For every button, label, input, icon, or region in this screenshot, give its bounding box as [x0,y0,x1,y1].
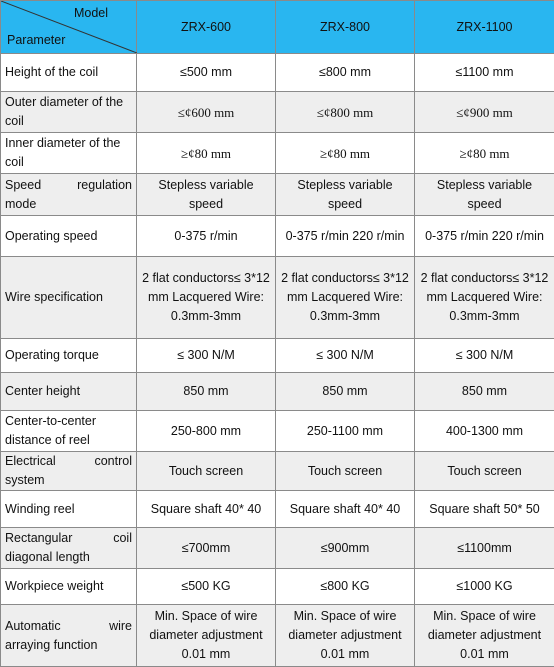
param-cell: Winding reel [1,491,137,528]
value-cell: 0-375 r/min 220 r/min [276,216,415,257]
param-cell: Center height [1,373,137,411]
table-row [1,569,554,605]
value-cell: Stepless variable speed [276,174,415,216]
param-cell: Speed regulation mode [1,174,137,216]
model-zrx-1100: ZRX-1100 [415,1,554,54]
param-cell: Operating torque [1,339,137,373]
param-cell: Height of the coil [1,54,137,92]
value-cell: 400-1300 mm [415,411,554,452]
value-cell: ≤1100mm [415,528,554,569]
value-cell: Stepless variable speed [137,174,276,216]
value-cell: 850 mm [276,373,415,411]
table-row [1,216,554,257]
value-cell: 2 flat conductors≤ 3*12 mm Lacquered Wire: 0.3mm-3mm [415,257,554,339]
param-cell: Rectangular coil diagonal length [1,528,137,569]
value-cell: ≤500 KG [137,569,276,605]
value-cell: 850 mm [137,373,276,411]
table-row [1,452,554,491]
model-zrx-800: ZRX-800 [276,1,415,54]
value-cell: ≤800 mm [276,54,415,92]
table-row [1,605,554,667]
model-label: Model [74,4,108,23]
value-cell: Square shaft 40* 40 [137,491,276,528]
value-cell: Touch screen [415,452,554,491]
value-cell: 0-375 r/min [137,216,276,257]
parameter-label: Parameter [7,31,65,50]
table-row [1,54,554,92]
table-row [1,174,554,216]
param-cell: Center-to-center distance of reel [1,411,137,452]
value-cell: ≥¢80 mm [137,133,276,174]
value-cell: Min. Space of wire diameter adjustment 0.01 mm [276,605,415,667]
param-cell: Workpiece weight [1,569,137,605]
value-cell: ≤1100 mm [415,54,554,92]
table-row [1,257,554,339]
value-cell: Touch screen [276,452,415,491]
model-zrx-600: ZRX-600 [137,1,276,54]
value-cell: ≥¢80 mm [276,133,415,174]
value-cell: ≤800 KG [276,569,415,605]
value-cell: 850 mm [415,373,554,411]
value-cell: ≥¢80 mm [415,133,554,174]
value-cell: Min. Space of wire diameter adjustment 0.01 mm [137,605,276,667]
model-parameter-header [1,1,137,54]
value-cell: Stepless variable speed [415,174,554,216]
value-cell: ≤700mm [137,528,276,569]
value-cell: ≤1000 KG [415,569,554,605]
table-row [1,133,554,174]
param-cell: Outer diameter of the coil [1,92,137,133]
value-cell: ≤500 mm [137,54,276,92]
value-cell: 250-1100 mm [276,411,415,452]
param-cell: Electrical control system [1,452,137,491]
param-cell: Operating speed [1,216,137,257]
value-cell: Square shaft 50* 50 [415,491,554,528]
value-cell: 0-375 r/min 220 r/min [415,216,554,257]
value-cell: 2 flat conductors≤ 3*12 mm Lacquered Wire: 0.3mm-3mm [137,257,276,339]
value-cell: ≤¢600 mm [137,92,276,133]
table-row [1,528,554,569]
table-row [1,491,554,528]
table-row [1,373,554,411]
value-cell: 250-800 mm [137,411,276,452]
value-cell: ≤ 300 N/M [137,339,276,373]
value-cell: ≤¢800 mm [276,92,415,133]
value-cell: ≤ 300 N/M [415,339,554,373]
value-cell: ≤900mm [276,528,415,569]
param-cell: Inner diameter of the coil [1,133,137,174]
header-row [1,1,554,54]
value-cell: Square shaft 40* 40 [276,491,415,528]
param-cell: Wire specification [1,257,137,339]
table-row [1,339,554,373]
value-cell: ≤ 300 N/M [276,339,415,373]
table-row [1,92,554,133]
value-cell: ≤¢900 mm [415,92,554,133]
value-cell: 2 flat conductors≤ 3*12 mm Lacquered Wire: 0.3mm-3mm [276,257,415,339]
table-row [1,411,554,452]
param-cell: Automatic wire arraying function [1,605,137,667]
value-cell: Touch screen [137,452,276,491]
value-cell: Min. Space of wire diameter adjustment 0.01 mm [415,605,554,667]
